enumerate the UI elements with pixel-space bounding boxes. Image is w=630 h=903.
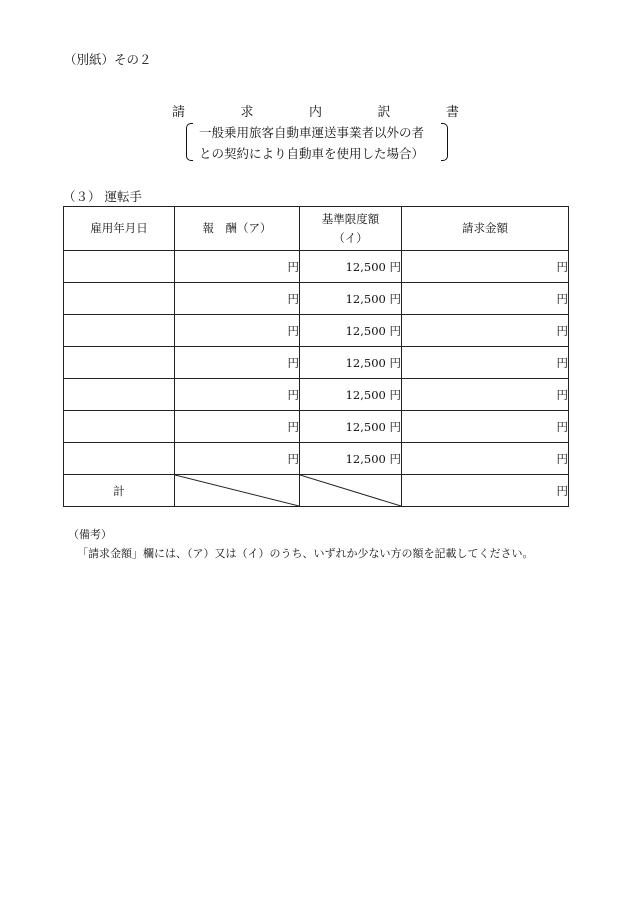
diagonal-line xyxy=(175,475,299,506)
total-label: 計 xyxy=(64,475,175,507)
cell-limit: 12,500 円 xyxy=(300,283,402,315)
cell-claim[interactable]: 円 xyxy=(402,251,569,283)
cell-date[interactable] xyxy=(64,283,175,315)
cell-reward[interactable]: 円 xyxy=(175,251,300,283)
header-claim-amount: 請求金額 xyxy=(402,207,569,251)
cell-reward[interactable]: 円 xyxy=(175,283,300,315)
cell-date[interactable] xyxy=(64,315,175,347)
diagonal-cell xyxy=(175,475,300,507)
title-char: 訳 xyxy=(377,105,391,120)
cell-limit: 12,500 円 xyxy=(300,379,402,411)
total-claim[interactable]: 円 xyxy=(402,475,569,507)
cell-date[interactable] xyxy=(64,411,175,443)
notes-title: （備考） xyxy=(68,528,112,541)
cell-limit: 12,500 円 xyxy=(300,411,402,443)
table-header-row xyxy=(64,207,569,251)
cell-limit: 12,500 円 xyxy=(300,251,402,283)
table-row xyxy=(64,251,569,283)
cell-reward[interactable]: 円 xyxy=(175,315,300,347)
diagonal-line xyxy=(300,475,401,506)
cell-limit: 12,500 円 xyxy=(300,443,402,475)
cell-claim[interactable]: 円 xyxy=(402,347,569,379)
title-char: 請 xyxy=(172,105,186,120)
right-bracket xyxy=(441,123,448,161)
notes-text: 「請求金額」欄には、（ア）又は（イ）のうち、いずれか少ない方の額を記載してください。 xyxy=(77,547,534,560)
header-employment-date: 雇用年月日 xyxy=(64,207,175,251)
cell-date[interactable] xyxy=(64,251,175,283)
table-row xyxy=(64,283,569,315)
diagonal-cell xyxy=(300,475,402,507)
document-header: （別紙）その２ xyxy=(64,52,152,67)
header-limit xyxy=(300,207,402,251)
cell-date[interactable] xyxy=(64,379,175,411)
cell-claim[interactable]: 円 xyxy=(402,379,569,411)
title-char: 書 xyxy=(445,105,459,120)
left-bracket xyxy=(186,123,193,161)
header-reward: 報 酬（ア） xyxy=(175,207,300,251)
cell-limit: 12,500 円 xyxy=(300,315,402,347)
total-row xyxy=(64,475,569,507)
subtitle-line-2: との契約により自動車を使用した場合） xyxy=(199,146,425,161)
cell-claim[interactable]: 円 xyxy=(402,283,569,315)
table-row xyxy=(64,347,569,379)
title-char: 求 xyxy=(240,105,254,120)
cell-claim[interactable]: 円 xyxy=(402,411,569,443)
cell-reward[interactable]: 円 xyxy=(175,411,300,443)
claim-table xyxy=(63,206,569,507)
cell-claim[interactable]: 円 xyxy=(402,315,569,347)
table-row xyxy=(64,315,569,347)
subtitle-line-1: 一般乗用旅客自動車運送事業者以外の者 xyxy=(199,125,425,140)
cell-claim[interactable]: 円 xyxy=(402,443,569,475)
cell-date[interactable] xyxy=(64,443,175,475)
cell-reward[interactable]: 円 xyxy=(175,443,300,475)
cell-reward[interactable]: 円 xyxy=(175,347,300,379)
section-label: （３） 運転手 xyxy=(63,189,142,204)
document-subtitle xyxy=(186,121,448,165)
header-limit-line-1: 基準限度額 xyxy=(321,211,380,226)
table-row xyxy=(64,411,569,443)
title-char: 内 xyxy=(308,105,322,120)
header-limit-line-2: （イ） xyxy=(333,230,368,245)
table-row xyxy=(64,379,569,411)
cell-reward[interactable]: 円 xyxy=(175,379,300,411)
document-title xyxy=(172,101,459,120)
table-row xyxy=(64,443,569,475)
cell-limit: 12,500 円 xyxy=(300,347,402,379)
cell-date[interactable] xyxy=(64,347,175,379)
